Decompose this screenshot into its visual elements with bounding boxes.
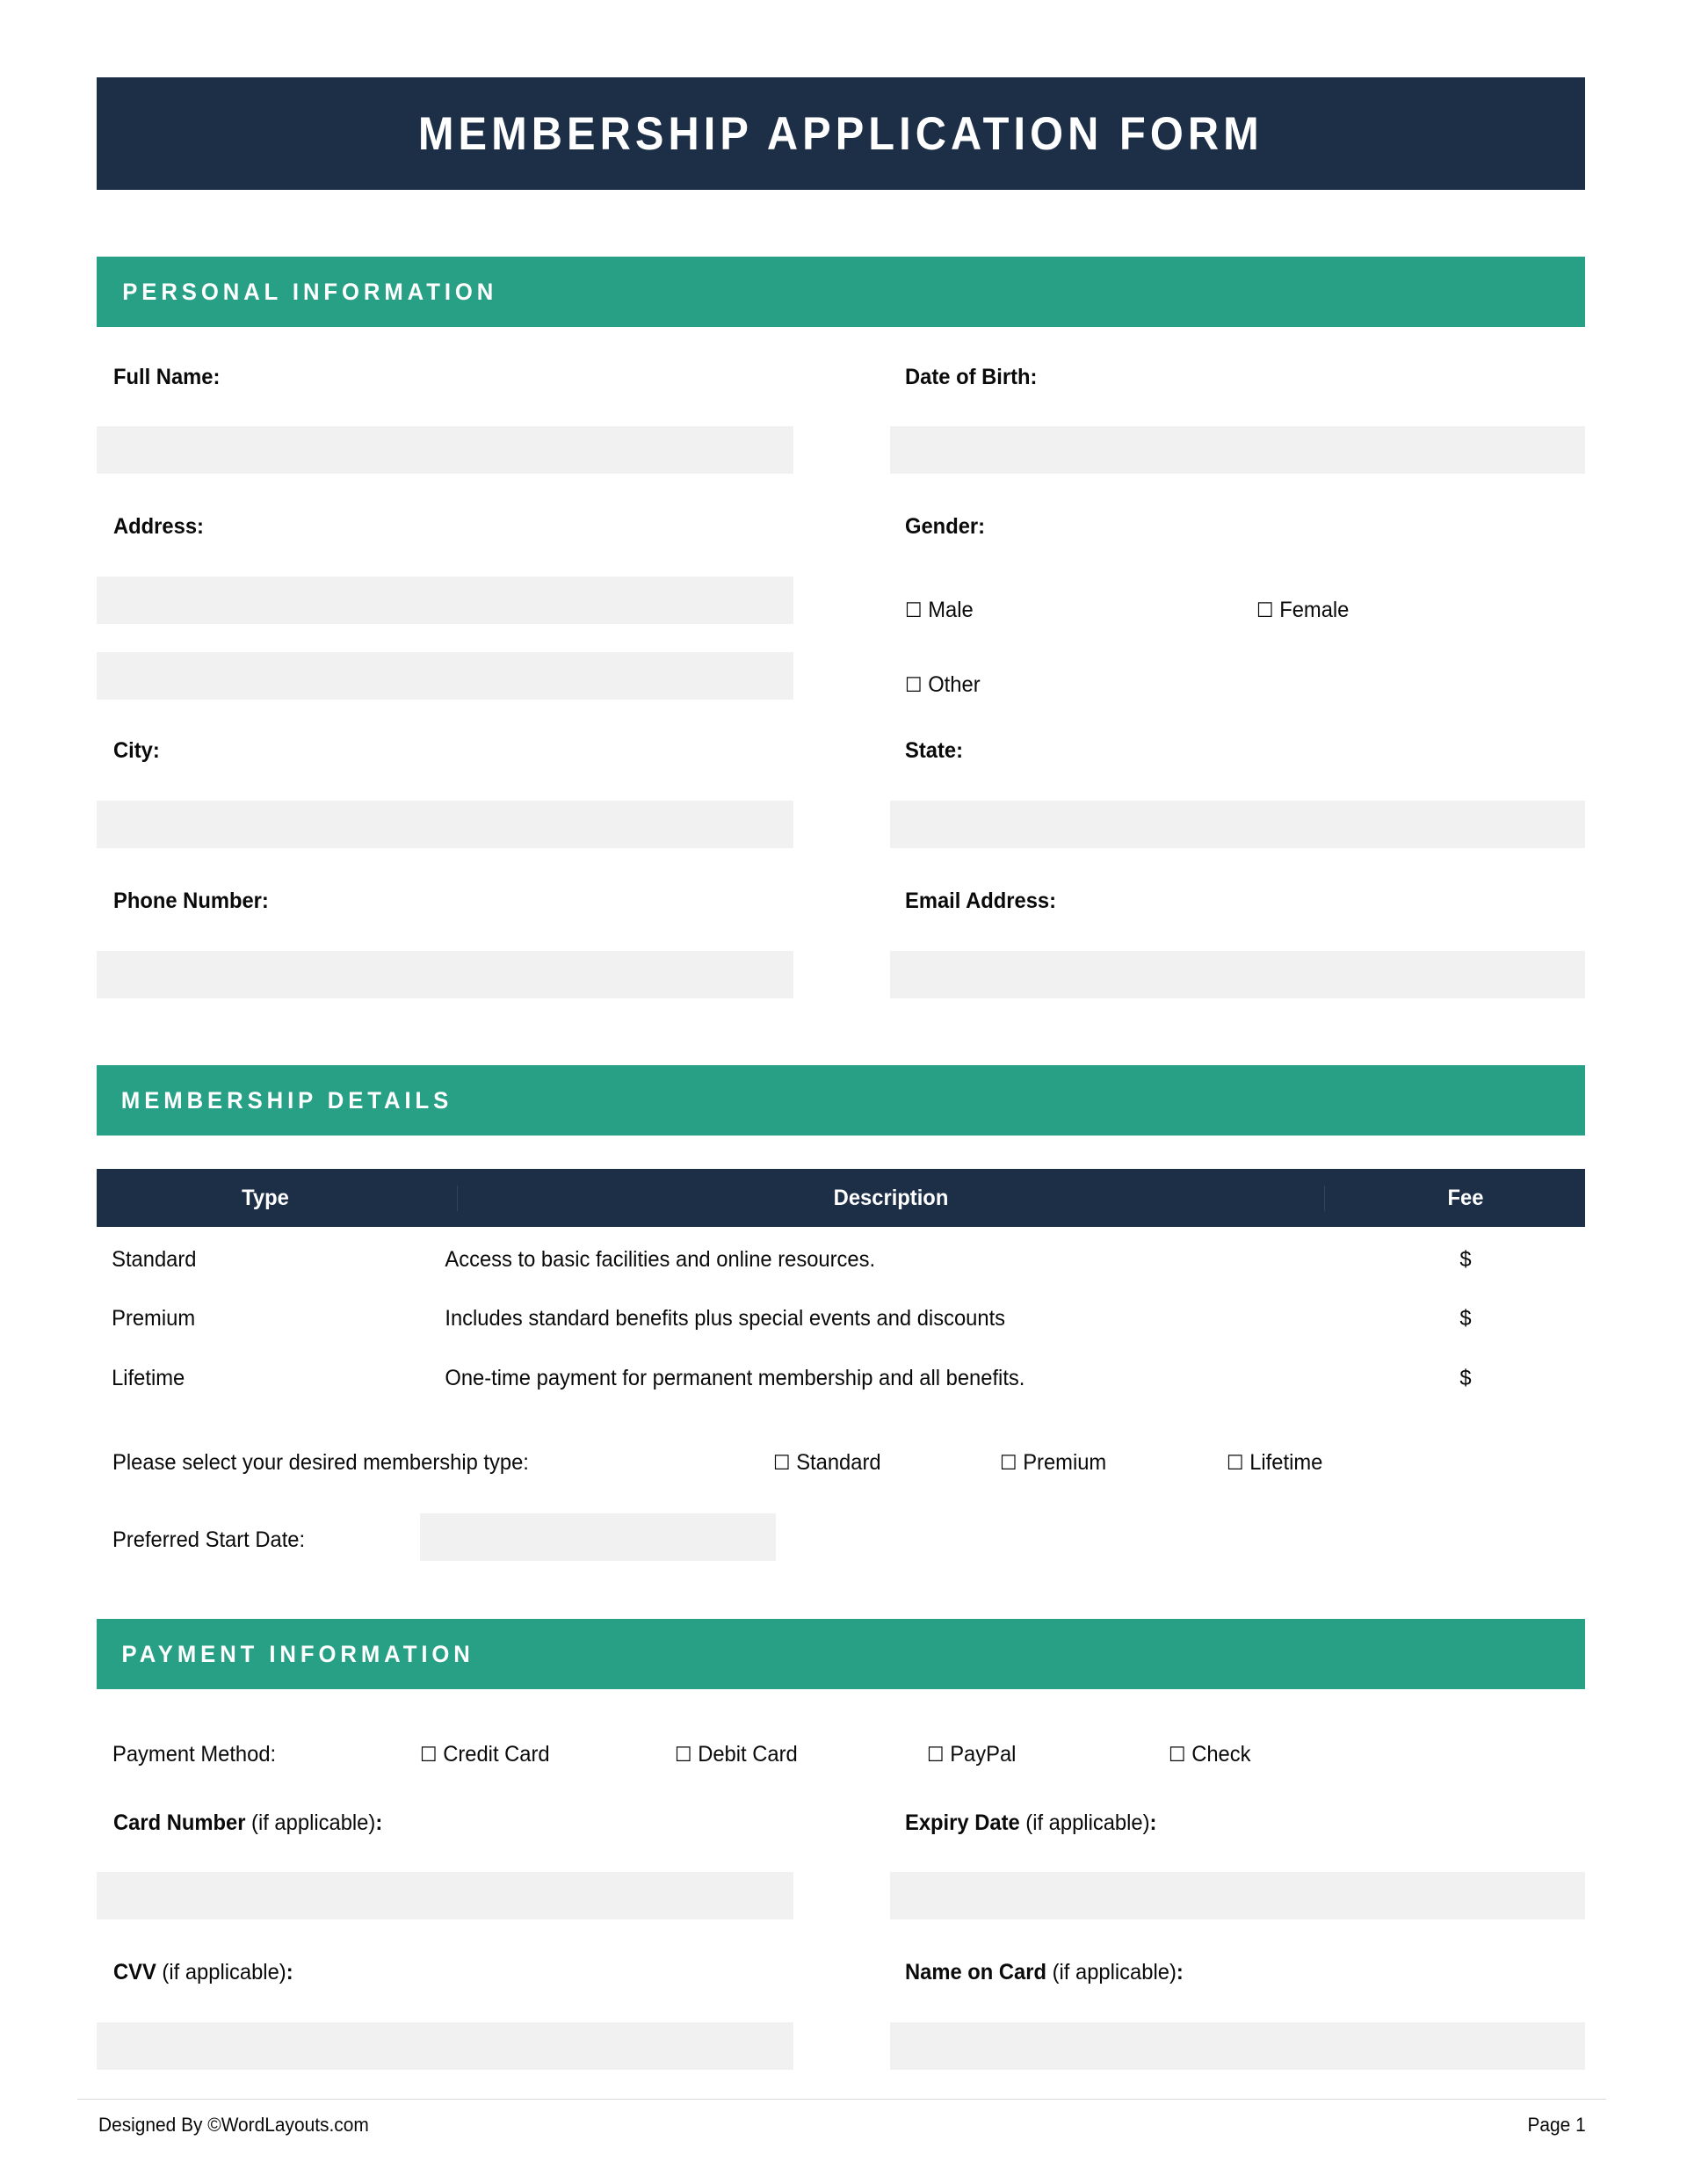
section-header-personal-information bbox=[97, 257, 1585, 327]
label-name-on-card-bold: Name on Card bbox=[905, 1960, 1047, 1984]
checkbox-gender-other[interactable] bbox=[905, 672, 981, 698]
checkbox-empty-icon: ☐ bbox=[905, 599, 923, 622]
label-address: Address: bbox=[113, 514, 204, 539]
input-date-of-birth[interactable] bbox=[890, 426, 1585, 474]
section-header-membership-details bbox=[97, 1065, 1585, 1136]
checkbox-payment-credit-card-label: Credit Card bbox=[443, 1742, 550, 1767]
checkbox-payment-credit-card[interactable] bbox=[420, 1742, 550, 1767]
input-state[interactable] bbox=[890, 801, 1585, 848]
checkbox-membership-standard[interactable] bbox=[773, 1450, 881, 1476]
section-title-personal-information: PERSONAL INFORMATION bbox=[122, 278, 498, 305]
checkbox-empty-icon: ☐ bbox=[1256, 599, 1274, 622]
label-expiry-date-note: (if applicable) bbox=[1019, 1810, 1150, 1835]
input-name-on-card[interactable] bbox=[890, 2022, 1585, 2070]
label-email-address: Email Address: bbox=[905, 889, 1057, 913]
table-row bbox=[97, 1349, 1585, 1407]
membership-type: Premium bbox=[112, 1305, 196, 1331]
checkbox-empty-icon: ☐ bbox=[1000, 1452, 1017, 1475]
table-row bbox=[97, 1289, 1585, 1347]
label-name-on-card-note: (if applicable) bbox=[1046, 1960, 1177, 1984]
membership-table-col-fee: Fee bbox=[1447, 1185, 1484, 1210]
checkbox-membership-lifetime[interactable] bbox=[1227, 1450, 1322, 1476]
label-expiry-date-bold: Expiry Date bbox=[905, 1810, 1020, 1835]
membership-fee: $ bbox=[1459, 1305, 1472, 1331]
page-title: MEMBERSHIP APPLICATION FORM bbox=[418, 107, 1263, 160]
checkbox-gender-male[interactable] bbox=[905, 598, 974, 623]
input-address-line-1[interactable] bbox=[97, 577, 793, 624]
input-phone-number[interactable] bbox=[97, 951, 793, 998]
membership-description: Access to basic facilities and online resources. bbox=[445, 1246, 876, 1272]
section-title-payment-information: PAYMENT INFORMATION bbox=[121, 1640, 474, 1667]
input-full-name[interactable] bbox=[97, 426, 793, 474]
section-header-payment-information bbox=[97, 1619, 1585, 1689]
label-city: City: bbox=[113, 738, 160, 763]
label-payment-method: Payment Method: bbox=[112, 1742, 277, 1767]
membership-table-col-type: Type bbox=[242, 1185, 289, 1210]
table-row bbox=[97, 1230, 1585, 1288]
label-cvv bbox=[113, 1960, 293, 1985]
label-card-number-colon: : bbox=[375, 1810, 383, 1835]
label-name-on-card-colon: : bbox=[1176, 1960, 1184, 1984]
checkbox-membership-standard-label: Standard bbox=[796, 1450, 881, 1475]
input-expiry-date[interactable] bbox=[890, 1872, 1585, 1919]
checkbox-payment-debit-card[interactable] bbox=[675, 1742, 798, 1767]
checkbox-membership-premium-label: Premium bbox=[1023, 1450, 1107, 1475]
input-preferred-start-date[interactable] bbox=[420, 1513, 776, 1561]
checkbox-empty-icon: ☐ bbox=[1227, 1452, 1244, 1475]
membership-select-prompt: Please select your desired membership type: bbox=[112, 1450, 529, 1475]
checkbox-membership-premium[interactable] bbox=[1000, 1450, 1106, 1476]
page-number: Page 1 bbox=[1527, 2114, 1586, 2136]
checkbox-empty-icon: ☐ bbox=[420, 1744, 438, 1767]
footer-divider bbox=[77, 2099, 1606, 2100]
label-card-number-note: (if applicable) bbox=[245, 1810, 376, 1835]
checkbox-payment-debit-card-label: Debit Card bbox=[698, 1742, 798, 1767]
membership-fee: $ bbox=[1459, 1365, 1472, 1390]
checkbox-payment-check[interactable] bbox=[1169, 1742, 1251, 1767]
label-gender: Gender: bbox=[905, 514, 986, 539]
membership-fee: $ bbox=[1459, 1246, 1472, 1272]
label-preferred-start-date: Preferred Start Date: bbox=[112, 1527, 306, 1552]
checkbox-empty-icon: ☐ bbox=[773, 1452, 791, 1475]
checkbox-empty-icon: ☐ bbox=[1169, 1744, 1186, 1767]
input-city[interactable] bbox=[97, 801, 793, 848]
checkbox-gender-female-label: Female bbox=[1279, 598, 1350, 622]
membership-type: Lifetime bbox=[112, 1365, 185, 1390]
form-title-banner bbox=[97, 77, 1585, 190]
membership-type: Standard bbox=[112, 1246, 197, 1272]
checkbox-membership-lifetime-label: Lifetime bbox=[1249, 1450, 1323, 1475]
footer-credit: Designed By ©WordLayouts.com bbox=[98, 2114, 369, 2136]
label-cvv-note: (if applicable) bbox=[156, 1960, 286, 1984]
membership-description: Includes standard benefits plus special events and discounts bbox=[445, 1305, 1006, 1331]
section-title-membership-details: MEMBERSHIP DETAILS bbox=[120, 1086, 453, 1114]
checkbox-gender-male-label: Male bbox=[928, 598, 974, 622]
checkbox-payment-paypal-label: PayPal bbox=[950, 1742, 1017, 1767]
membership-table-header-row bbox=[97, 1169, 1585, 1227]
label-cvv-bold: CVV bbox=[113, 1960, 156, 1984]
checkbox-gender-other-label: Other bbox=[928, 672, 981, 697]
input-card-number[interactable] bbox=[97, 1872, 793, 1919]
checkbox-payment-paypal[interactable] bbox=[927, 1742, 1016, 1767]
label-date-of-birth: Date of Birth: bbox=[905, 365, 1038, 389]
input-address-line-2[interactable] bbox=[97, 652, 793, 700]
checkbox-gender-female[interactable] bbox=[1256, 598, 1349, 623]
label-card-number bbox=[113, 1810, 382, 1836]
label-expiry-date-colon: : bbox=[1149, 1810, 1157, 1835]
checkbox-empty-icon: ☐ bbox=[927, 1744, 945, 1767]
membership-table-col-description: Description bbox=[457, 1186, 1325, 1211]
membership-description: One-time payment for permanent membership and all benefits. bbox=[445, 1365, 1025, 1390]
label-phone-number: Phone Number: bbox=[113, 889, 269, 913]
label-state: State: bbox=[905, 738, 963, 763]
label-expiry-date bbox=[905, 1810, 1156, 1836]
label-card-number-bold: Card Number bbox=[113, 1810, 246, 1835]
label-name-on-card bbox=[905, 1960, 1184, 1985]
checkbox-payment-check-label: Check bbox=[1191, 1742, 1251, 1767]
label-cvv-colon: : bbox=[286, 1960, 293, 1984]
checkbox-empty-icon: ☐ bbox=[905, 674, 923, 697]
checkbox-empty-icon: ☐ bbox=[675, 1744, 692, 1767]
input-cvv[interactable] bbox=[97, 2022, 793, 2070]
label-full-name: Full Name: bbox=[113, 365, 221, 389]
input-email-address[interactable] bbox=[890, 951, 1585, 998]
